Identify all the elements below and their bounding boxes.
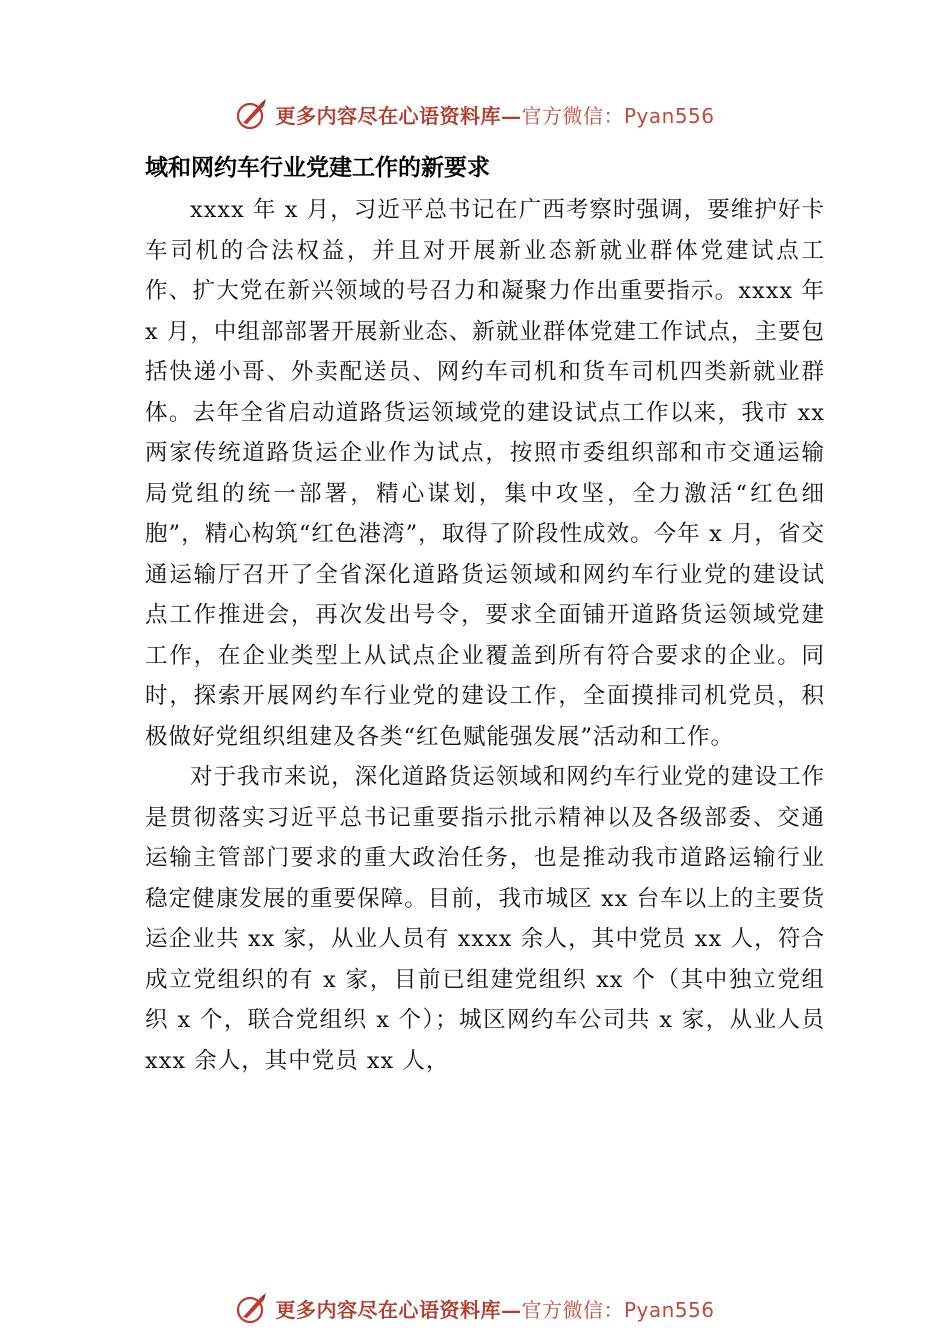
quill-logo-icon <box>235 1291 269 1325</box>
banner-text: 更多内容尽在心语资料库—官方微信：Pyan556 <box>275 1297 715 1322</box>
quill-logo-icon <box>235 97 269 131</box>
footer-watermark-banner <box>0 1288 950 1328</box>
header-watermark-banner <box>0 94 950 134</box>
document-title: 域和网约车行业党建工作的新要求 <box>145 155 490 181</box>
banner-text: 更多内容尽在心语资料库—官方微信：Pyan556 <box>275 103 715 128</box>
document-body <box>145 190 825 1081</box>
paragraph: xxxx 年 x 月，习近平总书记在广西考察时强调，要维护好卡车司机的合法权益，并且对开展新业态新就业群体党建试点工作、扩大党在新兴领域的号召力和凝聚力作出重要指示。xxxx 年 x 月，中组部部署开展新业态、新就业群体党建工作试点，主要包括快递小哥、外卖配送员、网约车司机和货车司机四类新就业群体。去年全省启动道路货运领域党的建设试点工作以来，我市 xx 两家传统道路货运企业作为试点，按照市委组织部和市交通运输局党组的统一部署，精心谋划，集中攻坚，全力激活“红色细胞”，精心构筑“红色港湾”，取得了阶段性成效。今年 x 月，省交通运输厅召开了全省深化道路货运领域和网约车行业党的建设试点工作推进会，再次发出号令，要求全面铺开道路货运领域党建工作，在企业类型上从试点企业覆盖到所有符合要求的企业。同时，探索开展网约车行业党的建设工作，全面摸排司机党员，积极做好党组织组建及各类“红色赋能强发展”活动和工作。 <box>145 197 825 750</box>
paragraph: 对于我市来说，深化道路货运领域和网约车行业党的建设工作是贯彻落实习近平总书记重要指示批示精神以及各级部委、交通运输主管部门要求的重大政治任务，也是推动我市道路运输行业稳定健康发展的重要保障。目前，我市城区 xx 台车以上的主要货运企业共 xx 家，从业人员有 xxxx 余人，其中党员 xx 人，符合成立党组织的有 x 家，目前已组建党组织 xx 个（其中独立党组织 x 个，联合党组织 x 个）；城区网约车公司共 x 家，从业人员 xxx 余人，其中党员 xx 人， <box>145 764 825 1074</box>
